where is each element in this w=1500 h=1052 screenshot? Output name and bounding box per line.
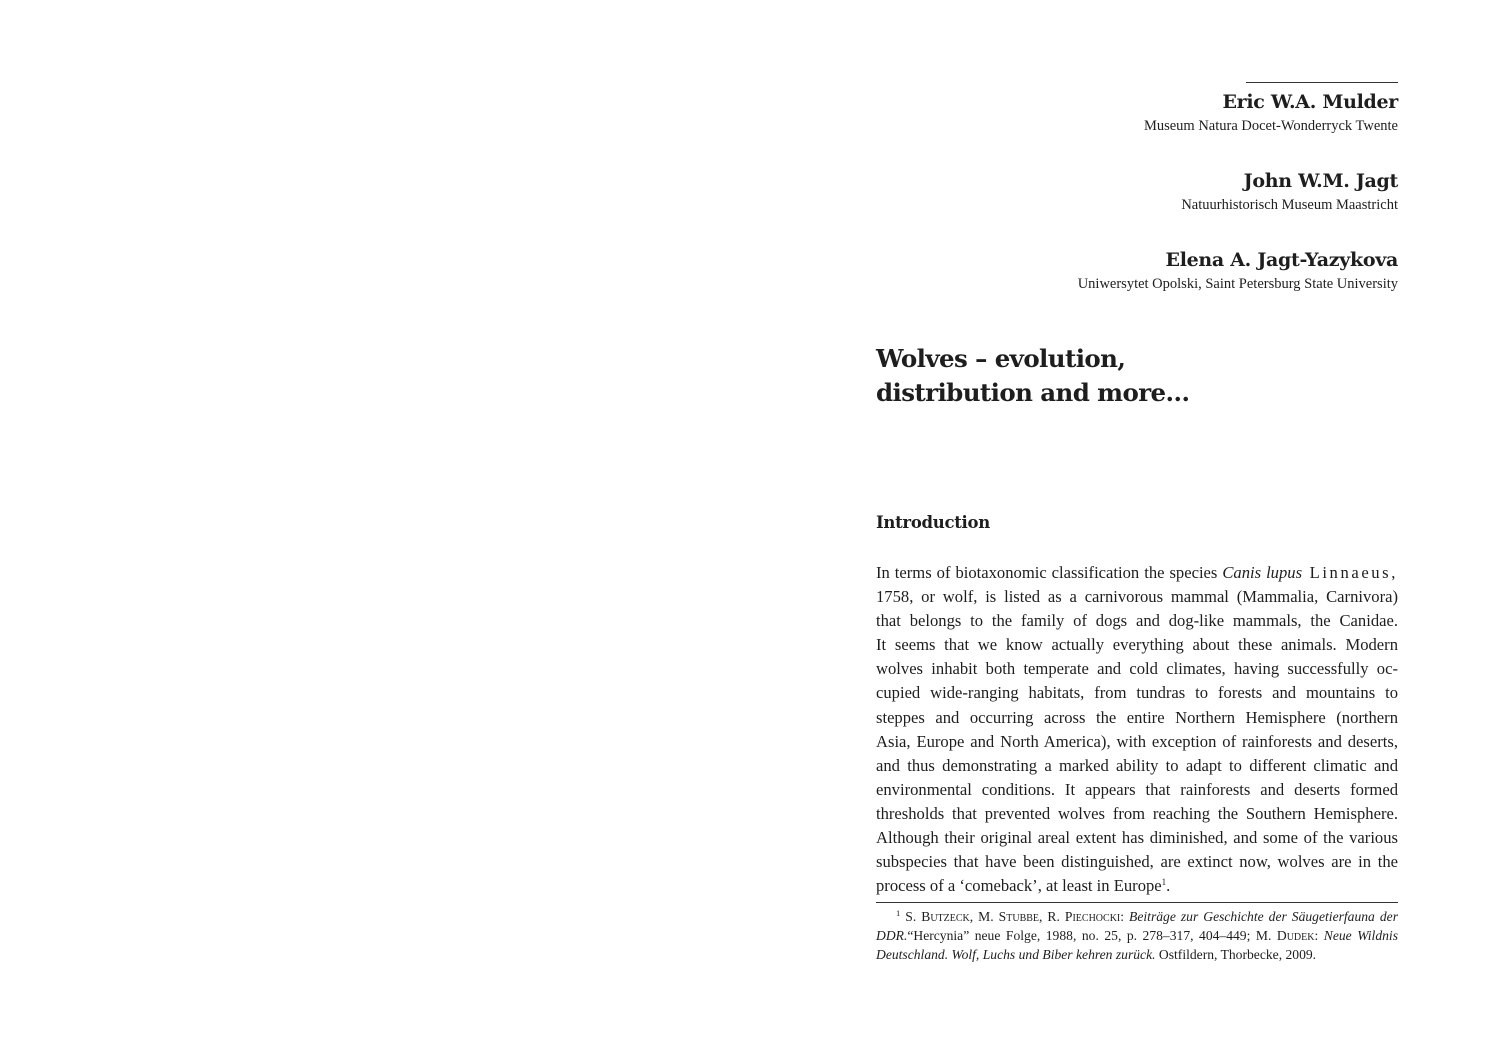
- text-line: [876, 561, 1398, 585]
- author-surname: udek: [1286, 928, 1315, 944]
- footnote-mark: 1: [896, 908, 901, 918]
- text-run: In terms of biotaxonomic classification the species: [876, 563, 1223, 582]
- text-run: S. B: [900, 909, 931, 924]
- footnote-line: [876, 945, 1398, 964]
- author-name: Eric W.A. Mulder: [1222, 91, 1398, 113]
- author-3: [798, 248, 1398, 294]
- text-line: It seems that we know actually everything about these animals. Modern: [876, 635, 1398, 655]
- title-line: Wolves – evolution,: [876, 344, 1126, 373]
- text-line: that belongs to the family of dogs and dog-like mammals, the Canidae.: [876, 611, 1398, 631]
- author-affiliation: Uniwersytet Opolski, Saint Petersburg State University: [1077, 276, 1398, 292]
- work-title: Neue Wildnis: [1323, 928, 1398, 944]
- text-run: “Hercynia” neue Folge, 1988, no. 25, p. 278–317, 404–449; M. D: [907, 928, 1287, 944]
- text-line: thresholds that prevented wolves from reaching the Southern Hemisphere.: [876, 803, 1398, 823]
- footnote-line: [876, 907, 1398, 926]
- text-line: subspecies that have been distinguished, are extinct now, wolves are in the: [876, 852, 1398, 872]
- text-line: [876, 874, 1398, 898]
- text-run: :: [1314, 928, 1324, 944]
- author-surname: utzeck: [930, 909, 970, 924]
- author-1: [798, 90, 1398, 136]
- work-title: Beiträge zur Geschichte der Säugetierfauna der: [1129, 909, 1398, 924]
- footnote-reference[interactable]: 1: [1161, 877, 1167, 888]
- text-line: Asia, Europe and North America), with exception of rainforests and deserts,: [876, 731, 1398, 751]
- species-name: Canis lupus: [1222, 563, 1303, 582]
- footnote-line: [876, 926, 1398, 945]
- text-line: environmental conditions. It appears that rainforests and deserts formed: [876, 779, 1398, 799]
- author-affiliation: Museum Natura Docet-Wonderryck Twente: [1143, 118, 1398, 134]
- text-run: process of a ‘comeback’, at least in Europe: [876, 876, 1162, 896]
- text-line: and thus demonstrating a marked ability to adapt to different climatic and: [876, 755, 1398, 775]
- author-surname: iechocki: [1072, 909, 1121, 924]
- footnote: [876, 907, 1398, 965]
- text-line: steppes and occurring across the entire Northern Hemisphere (northern: [876, 707, 1398, 727]
- work-title: Deutschland. Wolf, Luchs und Biber kehren zurück.: [876, 947, 1156, 963]
- body-paragraph: [876, 561, 1398, 898]
- text-line: 1758, or wolf, is listed as a carnivorous mammal (Mammalia, Carnivora): [876, 587, 1398, 607]
- footnote-divider: [876, 902, 1398, 903]
- author-name: Elena A. Jagt-Yazykova: [1165, 249, 1398, 271]
- text-run: , M. S: [969, 909, 1007, 924]
- author-surname: tubbe: [1006, 909, 1040, 924]
- section-heading: Introduction: [876, 513, 990, 532]
- taxon-author: Linnaeus,: [1302, 563, 1398, 582]
- author-name: John W.M. Jagt: [1243, 170, 1398, 192]
- author-divider: [1246, 82, 1398, 83]
- text-run: Ostfildern, Thorbecke, 2009.: [1155, 947, 1317, 963]
- article-title: [876, 342, 1296, 410]
- author-affiliation: Natuurhistorisch Museum Maastricht: [1181, 197, 1398, 213]
- text-run: :: [1120, 909, 1130, 924]
- text-line: Although their original areal extent has diminished, and some of the various: [876, 828, 1398, 848]
- author-2: [798, 169, 1398, 215]
- title-line: distribution and more…: [876, 378, 1190, 407]
- text-run: , R. P: [1039, 909, 1073, 924]
- work-title: DDR.: [876, 928, 908, 944]
- text-run: .: [1166, 876, 1171, 896]
- text-line: wolves inhabit both temperate and cold climates, having successfully oc-: [876, 659, 1398, 679]
- text-line: cupied wide-ranging habitats, from tundras to forests and mountains to: [876, 683, 1398, 703]
